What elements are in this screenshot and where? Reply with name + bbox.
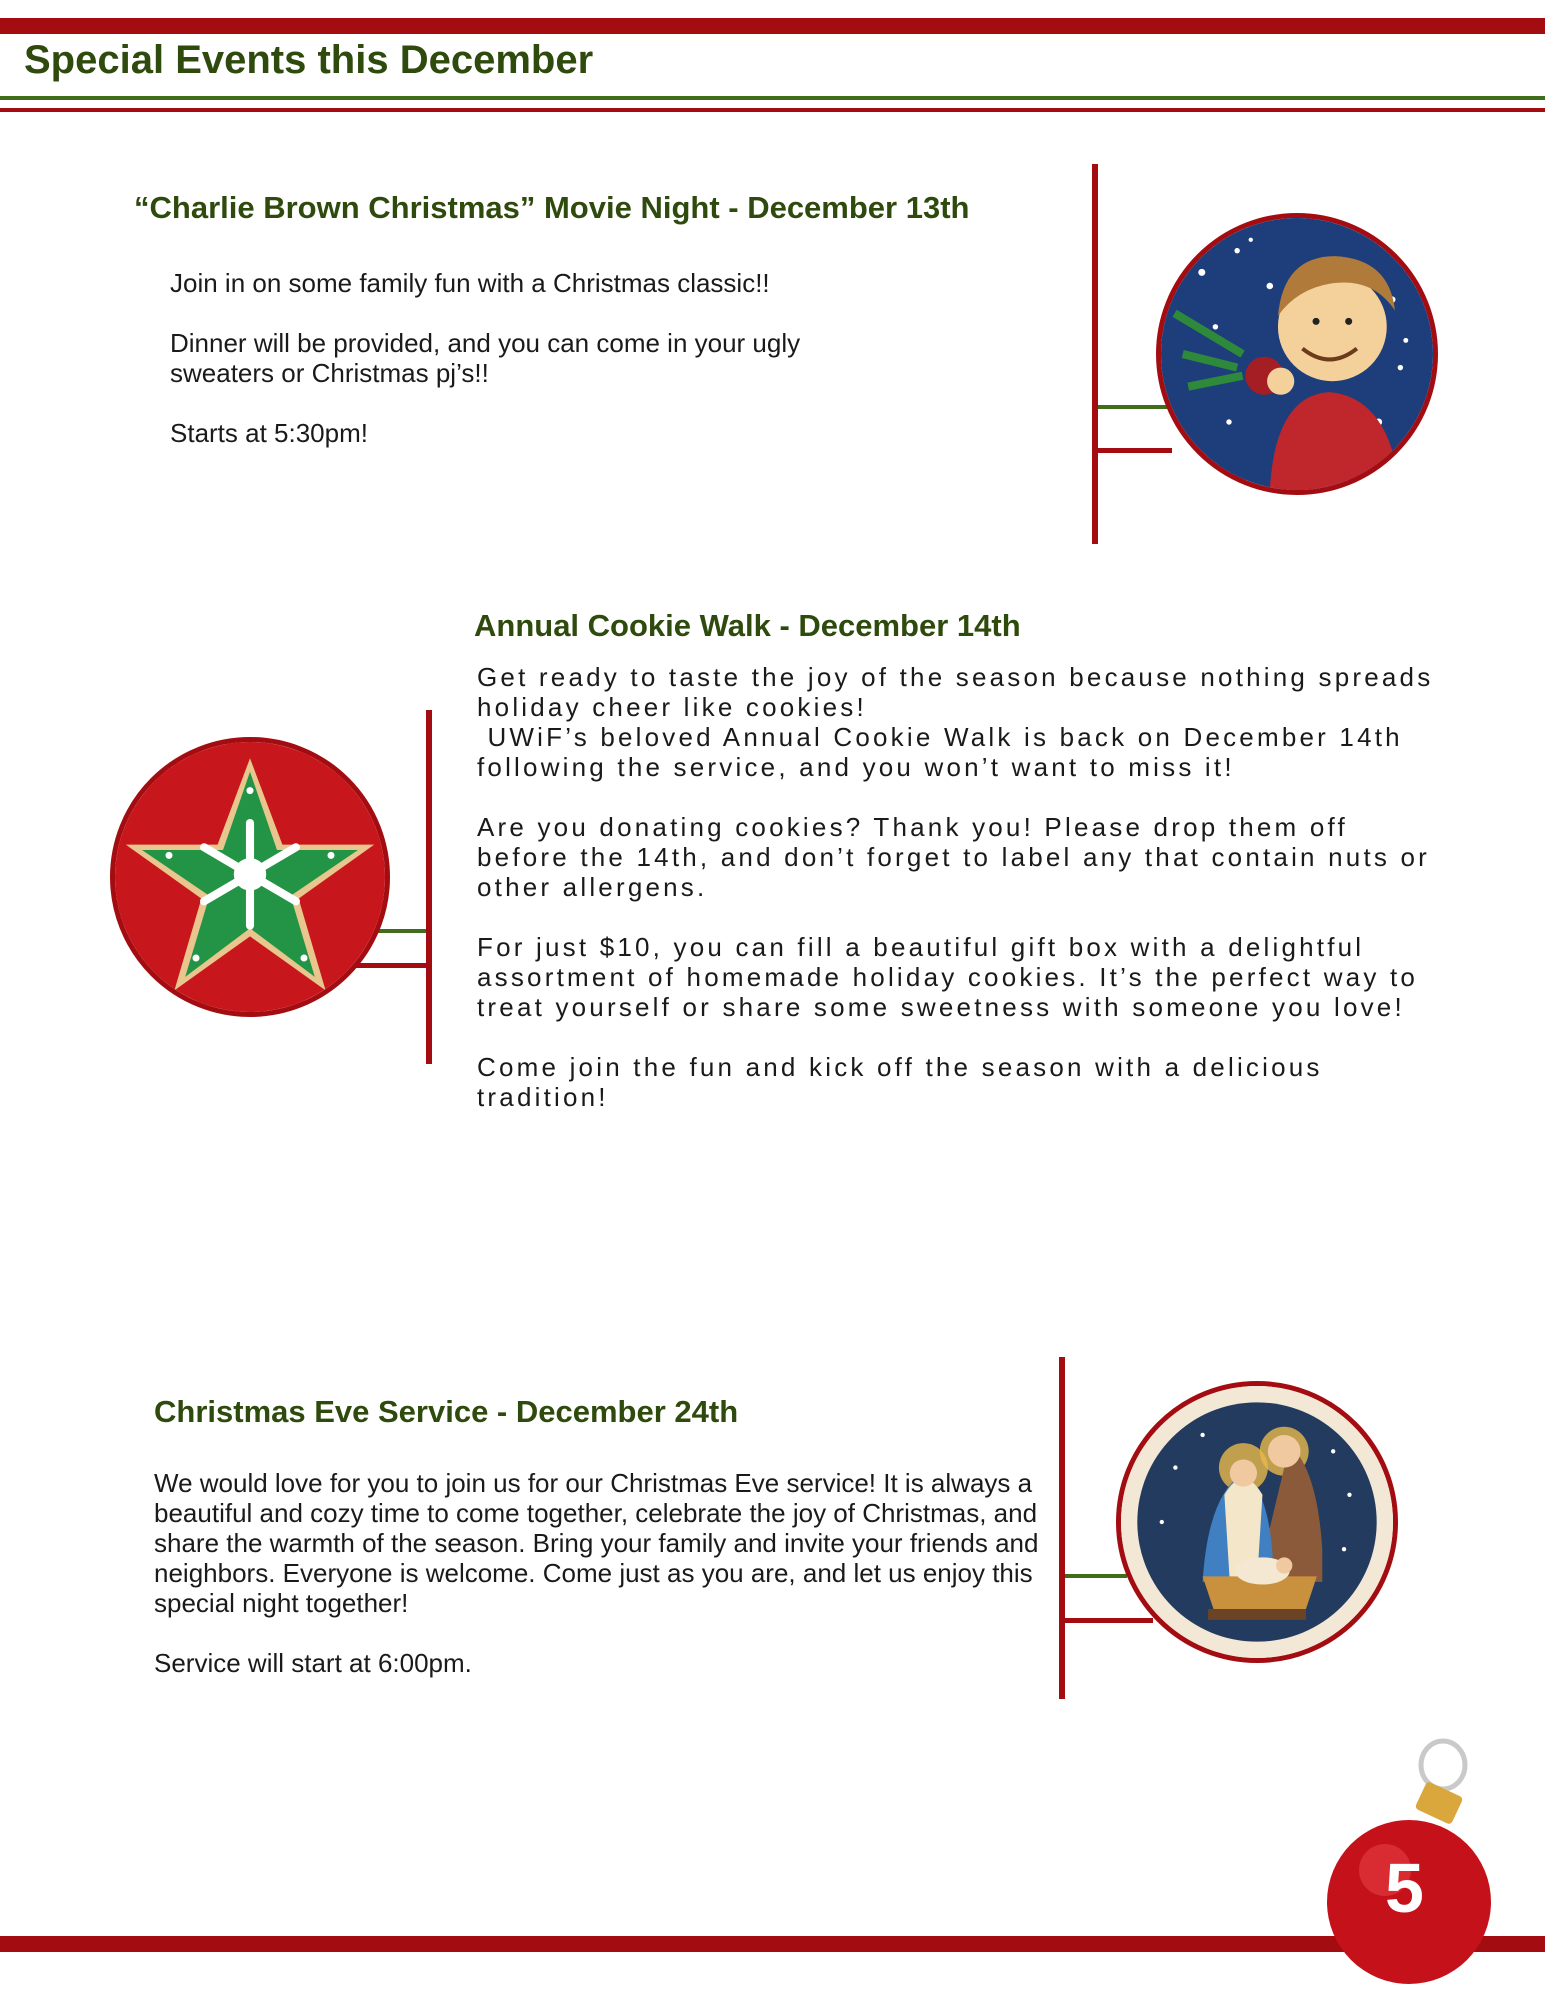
event-2-connector-line (426, 710, 432, 1064)
event-3-paragraph: Service will start at 6:00pm. (154, 1648, 472, 1678)
star-cookie-image (110, 737, 390, 1017)
page-number: 5 (1385, 1849, 1424, 1927)
event-2-title: Annual Cookie Walk - December 14th (474, 608, 1021, 643)
event-1-body (170, 268, 930, 448)
header-top-bar (0, 18, 1545, 34)
event-1-connector-green (1098, 405, 1172, 409)
event-1-title: “Charlie Brown Christmas” Movie Night - December 13th (134, 190, 970, 225)
event-2-paragraph: UWiF’s beloved Annual Cookie Walk is back on December 14th following the service, and you won’t want to miss it! (477, 722, 1414, 782)
event-3-connector-green (1065, 1574, 1127, 1578)
event-1-paragraph: Dinner will be provided, and you can come in your ugly sweaters or Christmas pj’s!! (170, 328, 801, 388)
event-1-paragraph: Starts at 5:30pm! (170, 418, 368, 448)
footer-bar (0, 1936, 1545, 1952)
page-title: Special Events this December (24, 38, 594, 82)
event-3-connector-line (1059, 1357, 1065, 1699)
event-3-title: Christmas Eve Service - December 24th (154, 1394, 739, 1429)
event-2-body (477, 662, 1437, 1112)
event-2-paragraph: Get ready to taste the joy of the season because nothing spreads holiday cheer like cookies! (477, 662, 1434, 722)
header-rule-green (0, 96, 1545, 100)
charlie-brown-image (1156, 213, 1438, 495)
event-2-paragraph: Come join the fun and kick off the season with a delicious tradition! (477, 1052, 1323, 1112)
event-2-connector-red (350, 963, 426, 968)
event-3-body (154, 1468, 1054, 1678)
event-1-connector-line (1092, 164, 1098, 544)
christmas-ornament-icon (1325, 1730, 1501, 1986)
nativity-image (1116, 1381, 1398, 1663)
event-1-connector-red (1098, 448, 1172, 453)
event-3-paragraph: We would love for you to join us for our Christmas Eve service! It is always a beautiful and cozy time to come together, celebrate the joy of Christmas, and share the warmth of the season. Bring your family and invite your friends and neighbors. Everyone is welcome. Come just as you are, and let us enjoy this special night together! (154, 1468, 1039, 1618)
event-2-paragraph: Are you donating cookies? Thank you! Please drop them off before the 14th, and don’t forget to label any that contain nuts or other allergens. (477, 812, 1431, 902)
event-2-paragraph: For just $10, you can fill a beautiful gift box with a delightful assortment of homemade holiday cookies. It’s the perfect way to treat yourself or share some sweetness with someone you love! (477, 932, 1419, 1022)
event-3-connector-red (1065, 1618, 1153, 1623)
event-2-connector-green (378, 929, 426, 933)
event-1-paragraph: Join in on some family fun with a Christmas classic!! (170, 268, 770, 298)
header-rule-red (0, 108, 1545, 112)
